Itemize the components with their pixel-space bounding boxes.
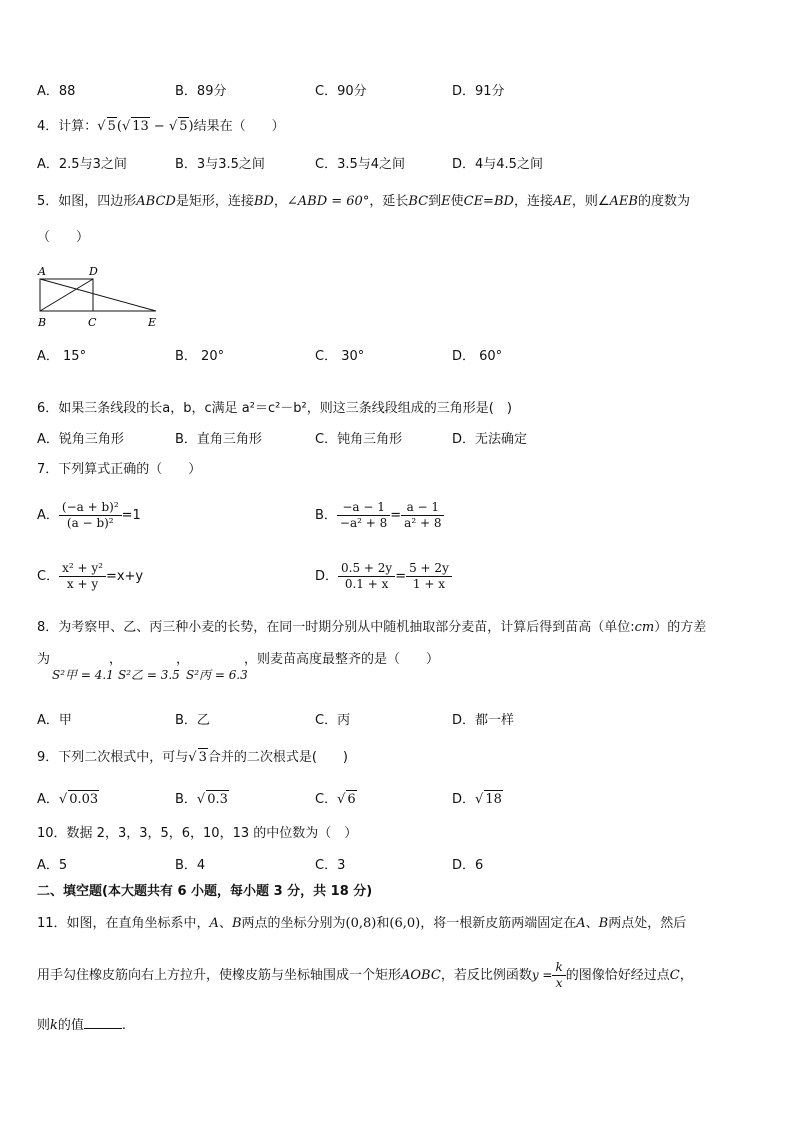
q11-text-2c: 的图像恰好经过点 [565,968,670,983]
q9-d-label: D． [452,792,476,807]
q4-close-paren: ) [188,119,194,134]
q11-text-a: 11．如图，在直角坐标系中， [37,916,210,931]
q10-option-d: D．6 [452,858,484,873]
q9-stem [37,748,348,767]
q7-d-denominator-2: 1 + x [412,577,446,591]
q7-b-fraction-2 [401,500,444,531]
q5-ae: AE [552,194,572,209]
q11-coord-1: (0,8) [345,916,377,931]
q5-option-c: C． 30° [315,349,365,364]
q9-radical: √ 3 [188,750,207,765]
q3-option-b: B．89分 [175,84,227,99]
q5-bc: BC [408,194,429,209]
q5-abcd: ABCD [136,194,176,209]
q8-variance-jia: S²甲 = 4.1 [52,668,114,682]
q11-line-3 [37,1016,126,1035]
q5-figure [34,262,164,330]
q11-text-3a: 则 [37,1018,51,1033]
q11-point-a-2: A [576,916,586,931]
section-2-heading: 二、填空题(本大题共有 6 小题，每小题 3 分，共 18 分) [37,884,373,899]
q8-unit: cm [634,620,655,635]
q6-option-c: C．钝角三角形 [315,432,403,447]
q7-option-d [315,560,452,594]
q5-label-d: D [89,265,98,278]
q4-minus: − [149,119,169,134]
q7-d-label: D． [315,569,339,584]
q5-label-e: E [148,316,157,329]
q4-option-d: D．4与4.5之间 [452,157,543,172]
q7-b-equals: = [390,508,402,523]
q5-option-b: B． 20° [175,349,225,364]
q7-option-a [37,499,141,533]
q8-variance-bing: S²丙 = 6.3 [186,668,248,682]
q11-answer-blank[interactable] [84,1016,122,1029]
q11-k: k [50,1018,58,1033]
q7-d-numerator-2: 5 + 2y [406,561,452,577]
q7-d-denominator-1: 0.1 + x [344,577,389,591]
q7-d-fraction-2 [406,561,452,592]
q5-text-3: ， [273,194,287,209]
q4-radicand-1: 5 [107,119,116,134]
q7-d-numerator-1: 0.5 + 2y [338,561,395,577]
q5-text-4: ，延长 [369,194,409,209]
q7-d-fraction-1 [338,561,395,592]
q5-text-9: 的度数为 [637,194,690,209]
q7-a-denominator: (a − b)² [66,516,114,530]
q8-variance-yi: S²乙 = 3.5 [118,668,180,682]
q4-option-b: B．3与3.5之间 [175,157,265,172]
q8-line-2-suffix: ，则麦苗高度最整齐的是（ ） [244,652,440,667]
q8-line-2-prefix: 为 [37,652,51,667]
q11-k-over-x [552,960,565,991]
q5-paren: （ ） [37,230,90,245]
q9-d-radicand: 18 [485,792,502,807]
q11-text-e: ，将一根新皮筋两端固定在 [420,916,577,931]
q4-stem [37,117,285,136]
q5-option-a: A． 15° [37,349,87,364]
q6-stem: 6．如果三条线段的长a，b，c满足 a²＝c²－b²，则这三条线段组成的三角形是( ) [37,401,512,416]
q11-point-b-2: B [598,916,609,931]
q8-option-c: C．丙 [315,713,351,728]
q3-option-a: A．88 [37,84,76,99]
q7-option-b [315,499,444,533]
q4-open-paren: ( [116,119,122,134]
q7-c-denominator: x + y [66,577,99,591]
q7-c-rhs: =x+y [105,569,144,584]
q8-comma-1: ， [109,652,123,667]
q5-stem [37,193,690,211]
q4-suffix: 结果在（ ） [193,119,285,134]
q4-expression: √ 5(√ 13 − √ 5) [97,119,194,134]
q9-c-radicand: 6 [347,792,356,807]
q11-text-2d: ， [679,968,693,983]
q7-b-fraction-1 [337,500,390,531]
q5-e: E [441,194,451,209]
q11-period: . [121,1018,127,1033]
q11-aobc: AOBC [401,968,441,983]
q4-radicand-2: 13 [132,119,149,134]
q5-option-d: D． 60° [452,349,503,364]
q9-option-a: A．√ 0.03 [37,792,99,807]
q9-b-label: B． [175,792,197,807]
q7-option-c [37,560,143,594]
q5-aeb: AEB [609,194,638,209]
q9-suffix: 合并的二次根式是( ) [207,750,349,765]
q11-line-1 [37,915,686,933]
q5-text-6: 使 [450,194,464,209]
q7-d-equals: = [395,569,407,584]
q6-option-a: A．锐角三角形 [37,432,124,447]
q11-point-c: C [669,968,680,983]
q10-option-b: B．4 [175,858,206,873]
q4-option-c: C．3.5与4之间 [315,157,406,172]
q10-stem: 10．数据 2，3，3，5，6，10，13 的中位数为（ ） [37,826,358,841]
q9-a-radicand: 0.03 [69,792,99,807]
q5-segment-ae [40,279,156,311]
q5-text-2: 是矩形，连接 [175,194,254,209]
q11-text-f: 、 [585,916,599,931]
q9-radicand: 3 [198,750,207,765]
q11-point-a: A [209,916,219,931]
q7-b-denominator-2: a² + 8 [404,516,442,530]
q11-text-b: 、 [218,916,232,931]
q11-k-numerator: k [552,960,565,976]
q11-text-2a: 用手勾住橡皮筋向右上方拉升，使橡皮筋与坐标轴围成一个矩形 [37,968,402,983]
q7-c-fraction [59,561,106,592]
q7-c-numerator: x² + y² [59,561,106,577]
q8-comma-2: ， [176,652,190,667]
q9-c-label: C． [315,792,338,807]
q7-c-label: C． [37,569,60,584]
q5-label-b: B [38,316,47,329]
q9-prefix: 9．下列二次根式中，可与 [37,750,189,765]
q5-text-5: 到 [428,194,442,209]
q7-b-label: B． [315,508,337,523]
q9-option-c: C．√ 6 [315,792,356,807]
q5-text-8: ，则∠ [571,194,610,209]
q11-line-2 [37,958,693,993]
q5-angle: ∠ABD = 60° [286,194,370,209]
q5-text-7: ，连接 [513,194,553,209]
q7-b-numerator-1: −a − 1 [337,500,390,516]
q4-prefix: 4．计算： [37,119,98,134]
q10-option-a: A．5 [37,858,68,873]
q8-text-1: 8．为考察甲、乙、丙三种小麦的长势，在同一时期分别从中随机抽取部分麦苗，计算后得到苗高（单位: [37,620,635,635]
q9-a-label: A． [37,792,59,807]
q11-point-b: B [231,916,242,931]
q7-b-numerator-2: a − 1 [401,500,444,516]
q11-y-equals: y = [531,968,553,982]
q7-a-label: A． [37,508,59,523]
q8-option-b: B．乙 [175,713,210,728]
q8-option-a: A．甲 [37,713,72,728]
q7-a-numerator: (−a + b)² [59,500,122,516]
q5-label-a: A [38,265,46,278]
q8-text-1-end: ）的方差 [654,620,707,635]
q3-option-d: D．91分 [452,84,505,99]
q11-text-d: 和 [376,916,390,931]
q9-b-radicand: 0.3 [207,792,228,807]
q7-stem: 7．下列算式正确的（ ） [37,462,202,477]
q3-option-c: C．90分 [315,84,367,99]
q9-option-b: B．√ 0.3 [175,792,228,807]
q10-option-c: C．3 [315,858,346,873]
q8-line-1 [37,619,706,637]
q4-option-a: A．2.5与3之间 [37,157,127,172]
q7-a-rhs: =1 [121,508,141,523]
q6-option-d: D．无法确定 [452,432,528,447]
q7-a-fraction [59,500,122,531]
q4-radicand-3: 5 [179,119,188,134]
q11-coord-2: (6,0) [389,916,421,931]
q5-bd: BD [253,194,274,209]
q8-option-d: D．都一样 [452,713,515,728]
q5-diagonal-bd [40,279,93,311]
q5-ce-bd: CE=BD [463,194,514,209]
q11-x-denominator: x [555,976,563,990]
q11-text-2b: ，若反比例函数 [440,968,532,983]
q5-label-c: C [88,316,97,329]
q6-option-b: B．直角三角形 [175,432,262,447]
q11-text-g: 两点处，然后 [608,916,687,931]
q7-b-denominator-1: −a² + 8 [339,516,388,530]
q9-option-d: D．√ 18 [452,792,502,807]
q11-text-3b: 的值 [57,1018,84,1033]
q5-text-1: 5．如图，四边形 [37,194,137,209]
q11-text-c: 两点的坐标分别为 [241,916,346,931]
